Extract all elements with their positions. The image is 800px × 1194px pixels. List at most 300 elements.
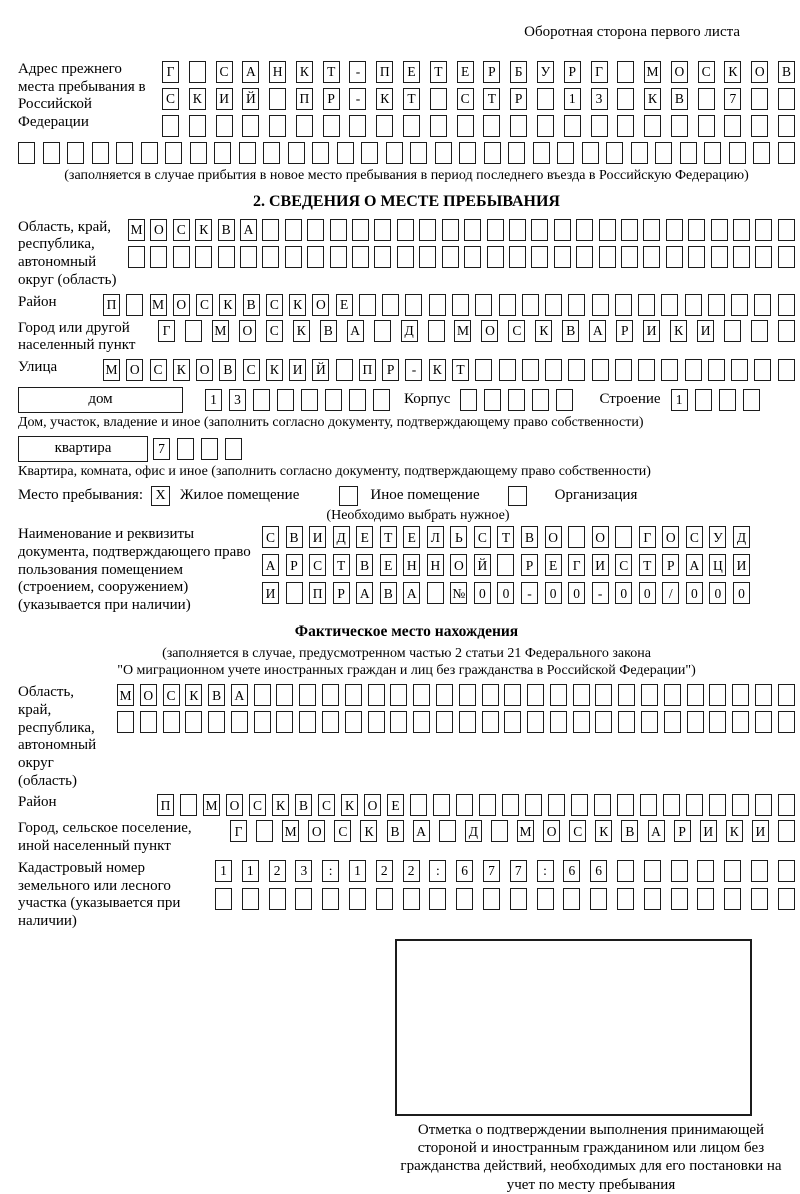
form-cell <box>533 142 550 164</box>
actual-district-row <box>18 794 795 816</box>
form-cell <box>663 794 680 816</box>
form-cell <box>618 684 635 706</box>
form-cell: И <box>592 554 609 576</box>
form-cell <box>733 246 750 268</box>
form-cell <box>296 115 313 137</box>
form-cell <box>573 711 590 733</box>
form-cell <box>595 711 612 733</box>
form-cell <box>617 115 634 137</box>
form-cell <box>778 246 795 268</box>
prev-address-label: Адрес прежнего места пребывания в Российской Федерации <box>18 61 146 131</box>
form-cell: 6 <box>590 860 607 882</box>
form-cell <box>307 219 324 241</box>
cadastre-cells-2 <box>215 888 795 910</box>
form-cell: К <box>535 320 552 342</box>
form-cell <box>576 246 593 268</box>
form-cell: В <box>208 684 225 706</box>
form-cell: 3 <box>591 88 608 110</box>
form-cell: Т <box>639 554 656 576</box>
form-cell <box>429 888 446 910</box>
form-cell <box>295 888 312 910</box>
form-cell <box>573 684 590 706</box>
form-cell <box>755 794 772 816</box>
form-cell <box>522 359 539 381</box>
form-cell <box>732 794 749 816</box>
form-cell: Е <box>356 526 373 548</box>
form-cell: О <box>312 294 329 316</box>
form-cell <box>269 88 286 110</box>
form-cell <box>548 794 565 816</box>
form-cell: Е <box>403 61 420 83</box>
apartment-note: Квартира, комната, офис и иное (заполнить согласно документу, подтверждающему право собственности) <box>18 463 651 479</box>
street-label: Улица <box>18 358 58 375</box>
form-cell <box>457 115 474 137</box>
form-cell: М <box>454 320 471 342</box>
form-cell: 0 <box>639 582 656 604</box>
form-cell <box>724 320 741 342</box>
form-cell <box>368 684 385 706</box>
form-cell: К <box>429 359 446 381</box>
form-cell <box>225 438 242 460</box>
form-cell: О <box>140 684 157 706</box>
form-cell: С <box>615 554 632 576</box>
actual-location-note-2: "О миграционном учете иностранных граждан и лиц без гражданства в Российской Федерации") <box>117 662 696 678</box>
form-cell: О <box>239 320 256 342</box>
actual-location-title: Фактическое место нахождения <box>294 622 519 640</box>
form-cell: В <box>521 526 538 548</box>
form-cell <box>185 320 202 342</box>
form-cell: Й <box>474 554 491 576</box>
form-cell <box>697 860 714 882</box>
form-cell <box>126 294 143 316</box>
form-cell <box>307 246 324 268</box>
form-cell <box>456 794 473 816</box>
form-cell: П <box>309 582 326 604</box>
form-cell <box>688 246 705 268</box>
form-cell: К <box>360 820 377 842</box>
form-cell: М <box>203 794 220 816</box>
form-cell: К <box>293 320 310 342</box>
form-cell <box>527 684 544 706</box>
form-cell <box>537 88 554 110</box>
form-cell: Ь <box>450 526 467 548</box>
form-cell: С <box>262 526 279 548</box>
region-cells-1 <box>128 219 795 241</box>
form-cell <box>729 142 746 164</box>
form-cell <box>479 794 496 816</box>
form-cell: К <box>189 88 206 110</box>
form-cell <box>459 684 476 706</box>
form-cell <box>753 142 770 164</box>
form-cell <box>262 246 279 268</box>
form-cell: Р <box>674 820 691 842</box>
form-cell <box>666 246 683 268</box>
form-cell <box>754 359 771 381</box>
actual-region-row <box>18 684 795 790</box>
form-cell <box>592 294 609 316</box>
form-cell <box>751 888 768 910</box>
stay-type-note: (Необходимо выбрать нужное) <box>326 507 510 523</box>
form-cell <box>231 711 248 733</box>
form-cell <box>509 246 526 268</box>
form-cell <box>345 684 362 706</box>
form-cell: О <box>751 61 768 83</box>
form-cell <box>754 294 771 316</box>
form-cell <box>484 142 501 164</box>
form-cell <box>638 294 655 316</box>
form-cell: А <box>231 684 248 706</box>
form-cell <box>433 794 450 816</box>
form-cell <box>643 246 660 268</box>
form-cell: Т <box>452 359 469 381</box>
form-cell <box>687 684 704 706</box>
form-cell <box>452 294 469 316</box>
form-cell <box>687 711 704 733</box>
form-cell <box>571 794 588 816</box>
form-cell <box>582 142 599 164</box>
form-cell <box>177 438 194 460</box>
form-cell: М <box>517 820 534 842</box>
form-cell <box>778 320 795 342</box>
form-cell: 6 <box>456 860 473 882</box>
form-cell: А <box>413 820 430 842</box>
form-cell: О <box>226 794 243 816</box>
district-row <box>18 294 795 316</box>
form-cell: Й <box>242 88 259 110</box>
form-cell <box>482 711 499 733</box>
form-cell <box>732 684 749 706</box>
form-cell: Г <box>230 820 247 842</box>
form-cell: Т <box>430 61 447 83</box>
form-cell <box>708 359 725 381</box>
form-cell: П <box>103 294 120 316</box>
form-cell: Й <box>312 359 329 381</box>
form-cell <box>487 219 504 241</box>
actual-region-label: Область, край, республика, автономный округ (область) <box>18 684 97 789</box>
form-cell: 3 <box>229 389 246 411</box>
form-cell <box>751 320 768 342</box>
form-cell: К <box>341 794 358 816</box>
form-cell: К <box>726 820 743 842</box>
form-cell <box>349 389 366 411</box>
form-cell <box>661 359 678 381</box>
form-cell: В <box>387 820 404 842</box>
form-cell <box>497 554 514 576</box>
form-cell: И <box>289 359 306 381</box>
form-cell: В <box>380 582 397 604</box>
form-cell <box>216 115 233 137</box>
form-cell <box>599 219 616 241</box>
form-cell: П <box>359 359 376 381</box>
form-cell: О <box>308 820 325 842</box>
form-cell: Р <box>564 61 581 83</box>
form-cell: Н <box>427 554 444 576</box>
form-cell <box>671 860 688 882</box>
form-cell <box>568 359 585 381</box>
form-cell <box>733 219 750 241</box>
form-cell <box>591 115 608 137</box>
form-cell <box>382 294 399 316</box>
form-cell <box>413 684 430 706</box>
form-cell <box>724 115 741 137</box>
form-cell: Б <box>510 61 527 83</box>
section2-title: 2. СВЕДЕНИЯ О МЕСТЕ ПРЕБЫВАНИЯ <box>253 192 560 210</box>
form-cell: О <box>126 359 143 381</box>
actual-region-cells-1 <box>117 684 795 706</box>
form-cell: - <box>405 359 422 381</box>
form-cell <box>778 359 795 381</box>
form-cell: И <box>262 582 279 604</box>
form-cell: В <box>621 820 638 842</box>
form-cell <box>374 219 391 241</box>
form-cell <box>427 582 444 604</box>
form-cell <box>330 246 347 268</box>
form-cell: Р <box>382 359 399 381</box>
form-cell <box>456 888 473 910</box>
form-cell <box>778 888 795 910</box>
form-cell: 0 <box>545 582 562 604</box>
form-cell <box>141 142 158 164</box>
page-header: Оборотная сторона первого листа <box>524 24 740 40</box>
form-cell: О <box>592 526 609 548</box>
form-cell <box>563 888 580 910</box>
form-cell <box>442 246 459 268</box>
form-cell: К <box>296 61 313 83</box>
form-cell: В <box>295 794 312 816</box>
street-cells <box>103 359 795 381</box>
form-cell <box>163 711 180 733</box>
form-cell: 2 <box>376 860 393 882</box>
form-cell: Д <box>401 320 418 342</box>
form-cell: 2 <box>269 860 286 882</box>
city-label: Город или другой населенный пункт <box>18 319 136 354</box>
form-cell: Р <box>323 88 340 110</box>
form-cell <box>755 246 772 268</box>
form-cell: С <box>243 359 260 381</box>
form-cell <box>140 711 157 733</box>
form-cell <box>322 684 339 706</box>
form-cell: А <box>262 554 279 576</box>
form-cell: Р <box>286 554 303 576</box>
form-cell <box>755 684 772 706</box>
form-cell <box>510 888 527 910</box>
form-cell <box>475 294 492 316</box>
form-cell <box>554 246 571 268</box>
form-cell: О <box>364 794 381 816</box>
form-cell <box>491 820 508 842</box>
form-cell: Р <box>521 554 538 576</box>
form-cell: В <box>671 88 688 110</box>
form-cell: И <box>752 820 769 842</box>
form-cell <box>778 711 795 733</box>
form-cell <box>190 142 207 164</box>
form-cell <box>276 711 293 733</box>
form-cell <box>778 294 795 316</box>
form-cell <box>545 359 562 381</box>
form-cell: С <box>457 88 474 110</box>
prev-address-cells-4 <box>18 142 795 164</box>
form-cell <box>262 219 279 241</box>
form-cell: Ц <box>709 554 726 576</box>
form-cell <box>568 294 585 316</box>
form-cell: Е <box>336 294 353 316</box>
form-cell: О <box>150 219 167 241</box>
form-cell <box>487 246 504 268</box>
actual-district-label: Район <box>18 794 57 811</box>
form-cell <box>242 115 259 137</box>
prev-address-note: (заполняется в случае прибытия в новое место пребывания в период последнего въезда в Российскую Федерацию) <box>64 168 749 183</box>
form-cell <box>352 246 369 268</box>
stroenie-label: Строение <box>599 391 661 408</box>
form-cell <box>117 711 134 733</box>
form-cell <box>778 142 795 164</box>
form-cell: К <box>173 359 190 381</box>
confirmation-stamp-box <box>395 939 752 1116</box>
form-cell <box>617 888 634 910</box>
document-label: Наименование и реквизиты документа, подтверждающего право пользования помещением (строением, сооружением) (указывается при наличии) <box>18 526 251 614</box>
form-cell <box>410 142 427 164</box>
form-cell: А <box>403 582 420 604</box>
stroenie-cells <box>671 389 760 411</box>
form-cell: О <box>481 320 498 342</box>
cadastre-row <box>18 860 795 931</box>
form-cell: И <box>309 526 326 548</box>
form-cell <box>215 888 232 910</box>
form-cell <box>116 142 133 164</box>
form-cell: Н <box>269 61 286 83</box>
form-cell <box>709 684 726 706</box>
district-cells <box>103 294 795 316</box>
form-cell <box>671 888 688 910</box>
prev-address-row <box>18 61 795 137</box>
form-cell: М <box>117 684 134 706</box>
form-cell <box>731 359 748 381</box>
prev-address-cells-1 <box>162 61 795 83</box>
form-cell: 3 <box>295 860 312 882</box>
form-cell <box>594 794 611 816</box>
form-cell: 7 <box>724 88 741 110</box>
stay-type-row <box>18 486 795 506</box>
form-cell <box>643 219 660 241</box>
form-cell <box>537 888 554 910</box>
form-cell: Т <box>403 88 420 110</box>
form-cell: Л <box>427 526 444 548</box>
form-cell <box>239 142 256 164</box>
form-cell <box>755 711 772 733</box>
form-cell: П <box>157 794 174 816</box>
form-cell: С <box>334 820 351 842</box>
form-cell: О <box>196 359 213 381</box>
form-cell: Д <box>465 820 482 842</box>
form-cell: 1 <box>564 88 581 110</box>
form-cell: / <box>662 582 679 604</box>
form-cell <box>568 526 585 548</box>
form-cell: В <box>243 294 260 316</box>
form-cell <box>531 246 548 268</box>
form-cell <box>439 820 456 842</box>
actual-location-note-1: (заполняется в случае, предусмотренном частью 2 статьи 21 Федерального закона <box>162 645 651 661</box>
form-cell: 2 <box>403 860 420 882</box>
form-cell <box>330 219 347 241</box>
form-cell: М <box>212 320 229 342</box>
form-cell <box>413 711 430 733</box>
form-cell <box>269 888 286 910</box>
form-cell: : <box>429 860 446 882</box>
form-cell <box>277 389 294 411</box>
document-row <box>18 526 795 614</box>
apartment-box: квартира <box>18 436 148 462</box>
form-cell <box>617 61 634 83</box>
form-cell <box>201 438 218 460</box>
actual-city-label: Город, сельское поселение, иной населенный пункт <box>18 820 192 855</box>
stay-type-option-organization: Организация <box>554 487 638 504</box>
form-cell: С <box>309 554 326 576</box>
form-cell <box>376 888 393 910</box>
form-cell <box>376 115 393 137</box>
form-cell: С <box>266 320 283 342</box>
form-cell <box>615 294 632 316</box>
form-cell <box>345 711 362 733</box>
form-cell: К <box>195 219 212 241</box>
form-cell <box>550 711 567 733</box>
form-cell <box>189 61 206 83</box>
stay-type-checkbox-residential: X <box>151 486 170 506</box>
form-cell: С <box>698 61 715 83</box>
form-cell <box>195 246 212 268</box>
apartment-row <box>18 436 795 462</box>
form-cell: Н <box>403 554 420 576</box>
form-cell <box>778 820 795 842</box>
form-cell: Е <box>457 61 474 83</box>
form-cell <box>499 294 516 316</box>
form-cell <box>731 294 748 316</box>
form-cell <box>711 219 728 241</box>
prev-address-cells-3 <box>162 115 795 137</box>
form-cell <box>419 246 436 268</box>
form-cell <box>556 389 573 411</box>
form-cell: 0 <box>497 582 514 604</box>
form-cell: Р <box>483 61 500 83</box>
form-cell <box>641 684 658 706</box>
form-cell <box>254 711 271 733</box>
form-cell: № <box>450 582 467 604</box>
form-cell: С <box>216 61 233 83</box>
form-cell <box>430 115 447 137</box>
form-cell <box>299 684 316 706</box>
form-cell <box>644 115 661 137</box>
form-cell <box>336 359 353 381</box>
form-cell <box>436 684 453 706</box>
form-cell: О <box>173 294 190 316</box>
form-cell: С <box>569 820 586 842</box>
form-cell: Т <box>323 61 340 83</box>
form-cell: К <box>219 294 236 316</box>
form-cell: Е <box>403 526 420 548</box>
form-cell <box>724 860 741 882</box>
form-cell <box>751 115 768 137</box>
form-cell: А <box>686 554 703 576</box>
form-cell <box>359 294 376 316</box>
form-cell <box>778 860 795 882</box>
form-cell <box>208 711 225 733</box>
form-cell: 0 <box>709 582 726 604</box>
form-cell <box>778 794 795 816</box>
form-cell: Р <box>333 582 350 604</box>
form-cell <box>708 294 725 316</box>
form-cell: - <box>521 582 538 604</box>
form-cell <box>185 711 202 733</box>
form-cell <box>698 115 715 137</box>
